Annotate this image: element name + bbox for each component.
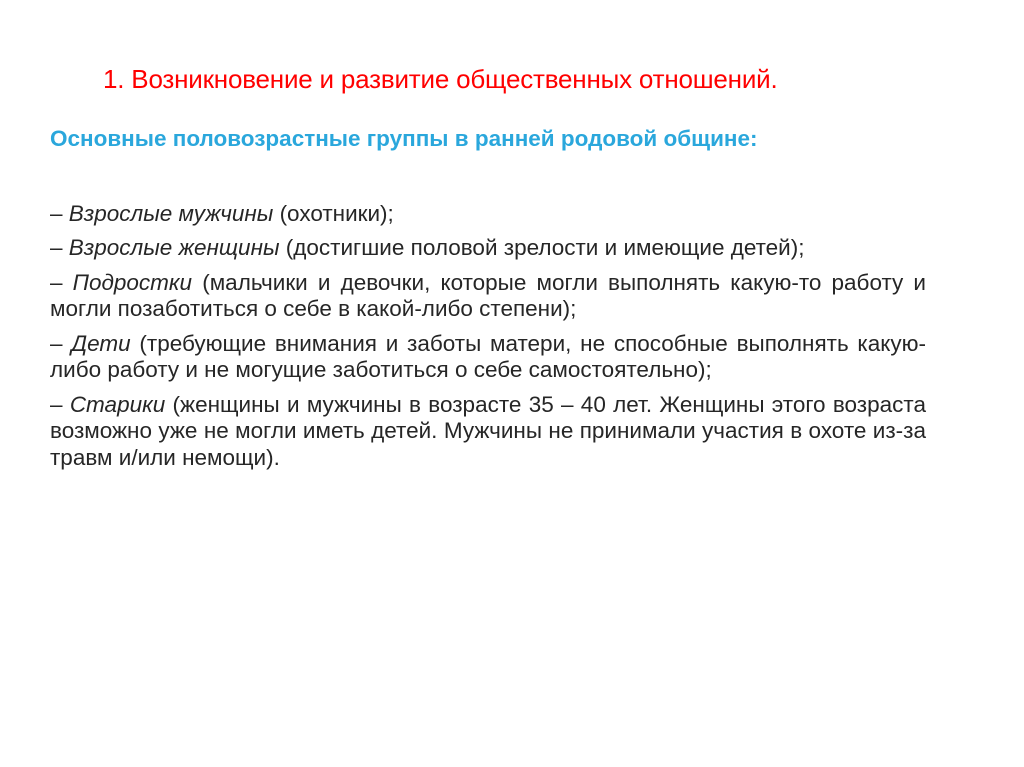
item-description: (охотники); [279, 200, 394, 226]
group-list [50, 201, 926, 472]
item-dash: – [50, 269, 63, 295]
item-term: Взрослые женщины [68, 235, 280, 260]
item-term: Старики [69, 391, 166, 417]
item-term: Дети [71, 330, 131, 356]
item-dash: – [50, 235, 63, 260]
slide-subtitle: Основные половозрастные группы в ранней родовой общине: [50, 126, 758, 151]
list-item-adult-men [50, 201, 926, 228]
list-item-children [50, 331, 926, 384]
item-dash: – [50, 330, 63, 356]
item-dash: – [50, 391, 63, 417]
list-item-elders [50, 392, 926, 472]
item-term: Подростки [72, 269, 193, 295]
item-description: (мальчики и девочки, которые могли выполнять какую-то работу и могли позаботиться о себе в какой-либо степени); [50, 269, 926, 321]
item-term: Взрослые мужчины [68, 200, 274, 226]
item-description: (женщины и мужчины в возрасте 35 – 40 лет. Женщины этого возраста возможно уже не могли иметь детей. Мужчины не принимали участия в охоте из-за травм и/или немощи). [50, 391, 926, 470]
slide-title: 1. Возникновение и развитие общественных отношений. [103, 64, 778, 94]
item-description: (достигшие половой зрелости и имеющие детей); [285, 235, 805, 260]
item-dash: – [50, 200, 63, 226]
item-description: (требующие внимания и заботы матери, не способные выполнять какую-либо работу и не могущие заботиться о себе самостоятельно); [50, 330, 926, 382]
list-item-adult-women [50, 235, 926, 262]
slide-content [50, 126, 926, 479]
list-item-teenagers [50, 270, 926, 323]
